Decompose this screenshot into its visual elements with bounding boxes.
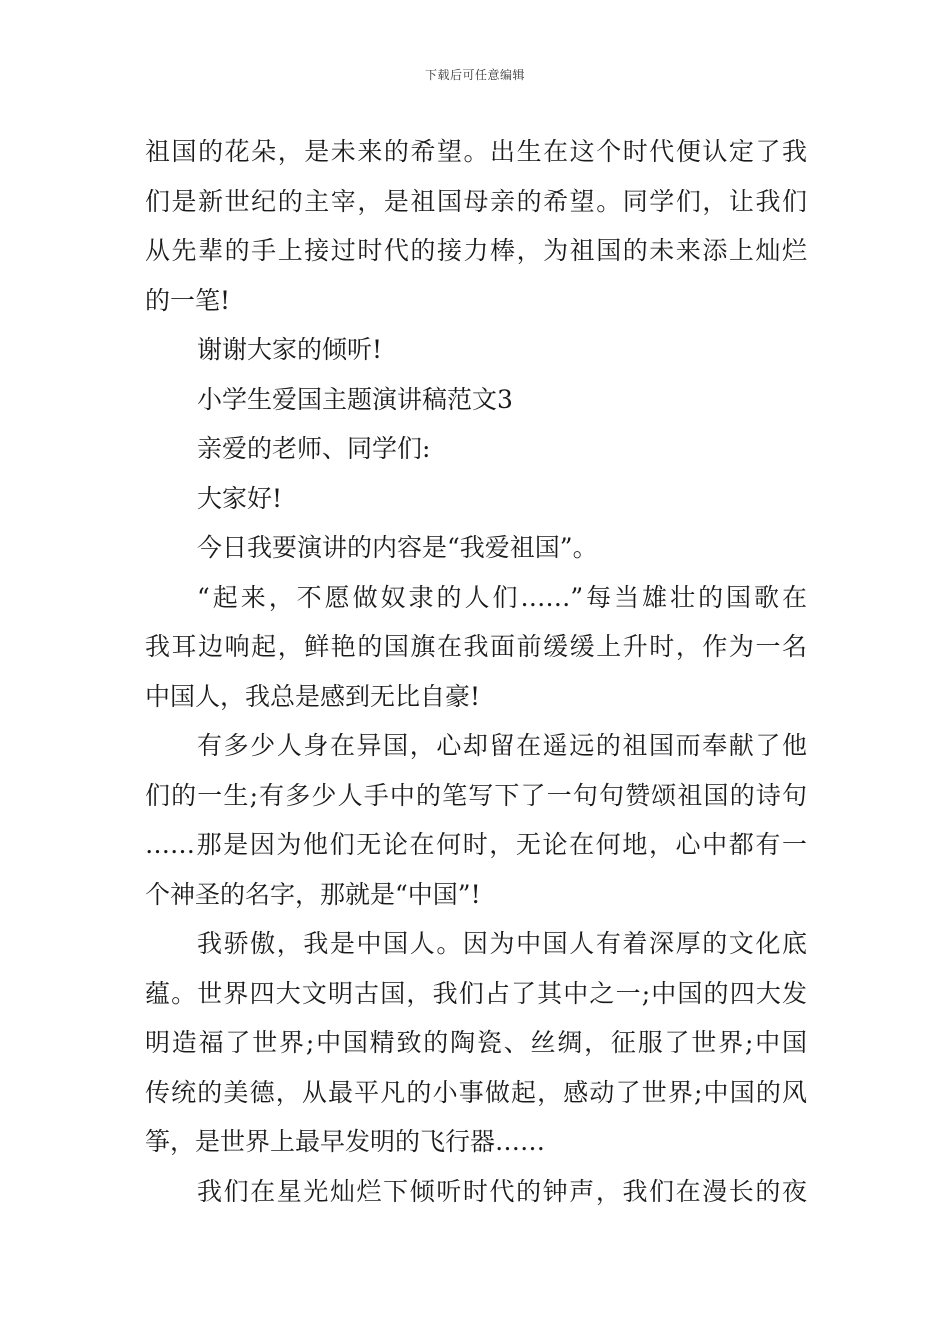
text-line: 明造福了世界;中国精致的陶瓷、丝绸，征服了世界;中国 [145,1028,807,1057]
text-line: 我骄傲，我是中国人。因为中国人有着深厚的文化底 [197,929,807,958]
section-title: 小学生爱国主题演讲稿范文3 [197,384,513,414]
greeting: 大家好! [197,483,283,513]
text-line: ……那是因为他们无论在何时，无论在何地，心中都有一 [145,830,807,859]
text-line: 我耳边响起，鲜艳的国旗在我面前缓缓上升时，作为一名 [145,632,807,661]
text-line: 中国人，我总是感到无比自豪! [145,681,481,711]
text-line: 我们在星光灿烂下倾听时代的钟声，我们在漫长的夜 [197,1176,807,1206]
text-line: 祖国的花朵，是未来的希望。出生在这个时代便认定了我 [145,137,807,166]
text-line: “起来，不愿做奴隶的人们……”每当雄壮的国歌在 [197,582,807,612]
text-line: 传统的美德，从最平凡的小事做起，感动了世界;中国的风 [145,1077,807,1107]
text-line: 的一笔! [145,285,231,315]
text-line: 谢谢大家的倾听! [197,335,383,364]
text-line: 有多少人身在异国，心却留在遥远的祖国而奉献了他 [197,731,807,760]
text-line: 今日我要演讲的内容是“我爱祖国”。 [197,533,598,562]
document-body [145,127,807,1216]
text-line: 从先辈的手上接过时代的接力棒，为祖国的未来添上灿烂 [145,236,807,265]
salutation: 亲爱的老师、同学们: [197,434,431,463]
text-line: 蕴。世界四大文明古国，我们占了其中之一;中国的四大发 [145,978,807,1008]
text-line: 们的一生;有多少人手中的笔写下了一句句赞颂祖国的诗句 [145,780,807,810]
page-header: 下载后可任意编辑 [424,68,525,82]
text-line: 筝，是世界上最早发明的飞行器…… [145,1127,546,1156]
text-line: 们是新世纪的主宰，是祖国母亲的希望。同学们，让我们 [145,186,807,216]
text-line: 个神圣的名字，那就是“中国”! [145,879,481,909]
